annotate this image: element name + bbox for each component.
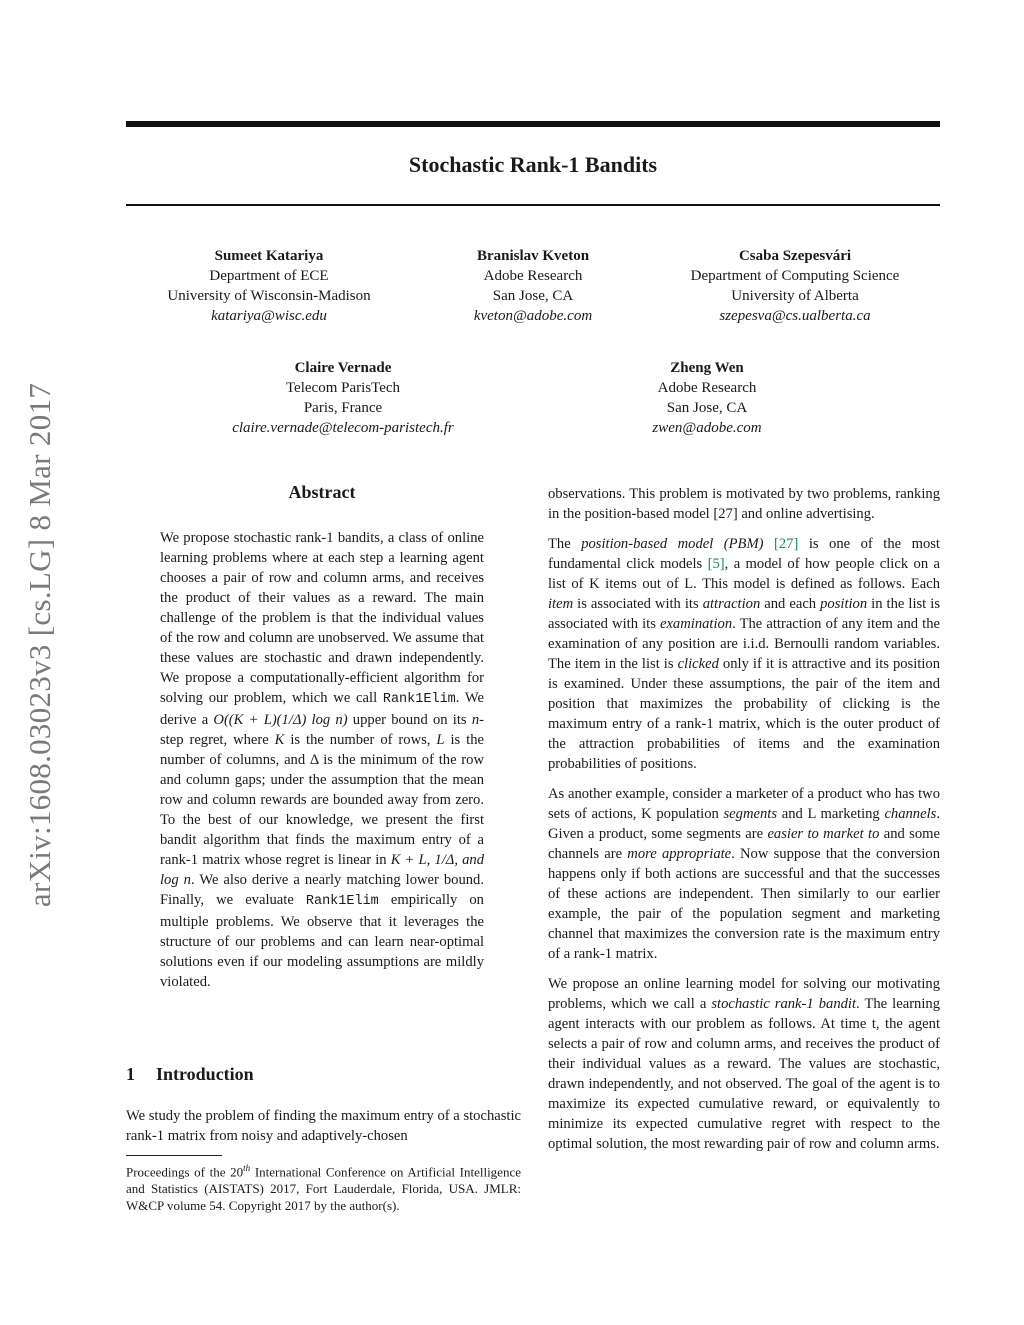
body-text: As another example, consider a marketer of a product who has two sets of actions, K population <box>548 786 940 822</box>
abstract-text: upper bound on its <box>347 712 472 728</box>
body-text: , a model of how people click on a list of K items out of L. This model is defined as follows. Each <box>548 556 940 592</box>
body-text: We propose an online learning model for solving our motivating problems, which we call a <box>548 976 940 1012</box>
math-expression: K <box>274 732 285 748</box>
body-paragraph <box>548 534 940 774</box>
author-inst: University of Wisconsin-Madison <box>167 288 371 304</box>
body-text: . Given a product, some segments are <box>548 806 940 842</box>
footnote-sup: th <box>243 1163 251 1173</box>
author-email[interactable]: claire.vernade@telecom-paristech.fr <box>232 420 454 436</box>
math-expression: K + L, 1/Δ, and log n <box>160 852 484 888</box>
author-block <box>600 358 814 438</box>
emphasis: easier to market to <box>767 826 880 842</box>
abstract-text: is the number of columns, and <box>160 732 484 768</box>
math-expression: L <box>436 732 445 748</box>
author-block <box>140 246 398 326</box>
emphasis: position <box>820 596 868 612</box>
abstract-text: empirically on multiple problems. We observe that it leverages the structure of our problems and can learn near-optimal solutions even if our modeling assumptions are mildly violated. <box>160 892 484 990</box>
author-email[interactable]: zwen@adobe.com <box>652 420 762 436</box>
body-text: is associated with its <box>573 596 703 612</box>
citation-link[interactable]: [27] <box>774 536 799 552</box>
author-block <box>660 246 930 326</box>
author-block <box>200 358 486 438</box>
emphasis: clicked <box>677 656 719 672</box>
emphasis: stochastic rank-1 bandit <box>711 996 857 1012</box>
emphasis: channels <box>884 806 937 822</box>
author-block <box>420 246 646 326</box>
author-name: Claire Vernade <box>294 360 392 376</box>
section-number: 1 <box>126 1064 135 1084</box>
author-inst: San Jose, CA <box>666 400 748 416</box>
author-dept: Adobe Research <box>483 268 583 284</box>
abstract-text: We propose stochastic rank-1 bandits, a class of online learning problems where at each step a learning agent chooses a pair of row and column arms, and receives the product of their values as a reward. The main challenge of the problem is that the individual values of the row and column are unobserved. We assume that these values are stochastic and drawn independently. We propose a computationally-efficient algorithm for solving our problem, which we call <box>160 530 484 706</box>
algorithm-name: Rank1Elim <box>382 692 456 707</box>
body-text: and L marketing <box>777 806 885 822</box>
emphasis: examination <box>659 616 733 632</box>
top-rule <box>126 121 940 127</box>
author-inst: San Jose, CA <box>492 288 574 304</box>
title-rule <box>126 204 940 206</box>
author-name: Csaba Szepesvári <box>738 248 852 264</box>
body-text: only if it is attractive and its position is examined. Under these assumptions, the pair of the item and position that maximizes the probability of clicking is the maximum entry of a rank-1 matrix, which is the outer product of the attraction probabilities of items and the examination probabilities of positions. <box>548 656 940 772</box>
author-dept: Department of ECE <box>209 268 329 284</box>
abstract-heading: Abstract <box>288 482 356 502</box>
emphasis: attraction <box>702 596 761 612</box>
abstract-text: . We derive a <box>160 690 484 728</box>
abstract-text: is the minimum of the row and column gaps; under the assumption that the mean row and column rewards are bounded away from zero. To the best of our knowledge, we present the first bandit algorithm that finds the maximum entry of a rank-1 matrix whose regret is linear in <box>160 752 484 868</box>
author-dept: Adobe Research <box>657 380 757 396</box>
body-paragraph: We study the problem of finding the maximum entry of a stochastic rank-1 matrix from noisy and adaptively-chosen <box>126 1108 521 1144</box>
section-title: Introduction <box>156 1064 254 1084</box>
author-name: Sumeet Katariya <box>214 248 324 264</box>
emphasis: position-based model (PBM) <box>581 536 764 552</box>
author-dept: Department of Computing Science <box>690 268 900 284</box>
author-inst: Paris, France <box>303 400 383 416</box>
math-expression: n <box>471 712 480 728</box>
intro-paragraph-left <box>126 1106 521 1156</box>
abstract-paragraph <box>160 528 484 992</box>
body-text: . Now suppose that the conversion happens only if both actions are successful and that the successes of these actions are independent. Then similarly to our earlier example, the pair of the population segment and marketing channel that maximizes the conversion rate is the maximum entry of a rank-1 matrix. <box>548 846 940 962</box>
emphasis: item <box>548 596 574 612</box>
footnote-text: International Conference on Artificial Intelligence and Statistics (AISTATS) 2017, Fort Lauderdale, Florida, USA. JMLR: W&CP volume 54. Copyright 2017 by the author(s). <box>126 1164 521 1214</box>
abstract-text: -step regret, where <box>160 712 484 748</box>
author-dept: Telecom ParisTech <box>285 380 401 396</box>
abstract-body <box>160 528 484 1002</box>
emphasis: more appropriate <box>627 846 732 862</box>
abstract-text: . We also derive a nearly matching lower bound. Finally, we evaluate <box>160 872 485 908</box>
body-text: in the list is associated with its <box>548 596 940 632</box>
body-text: The <box>548 536 582 552</box>
math-expression: Δ <box>309 752 319 768</box>
algorithm-name: Rank1Elim <box>305 894 379 909</box>
body-text: and some channels are <box>548 826 940 862</box>
right-column <box>548 484 940 1164</box>
footnote-rule <box>126 1155 222 1156</box>
author-inst: University of Alberta <box>731 288 859 304</box>
paper-title: Stochastic Rank-1 Bandits <box>408 152 658 177</box>
arxiv-stamp: arXiv:1608.03023v3 [cs.LG] 8 Mar 2017 <box>22 382 57 908</box>
body-paragraph <box>548 784 940 964</box>
body-paragraph: observations. This problem is motivated by two problems, ranking in the position-based model [27] and online advertising. <box>548 486 940 522</box>
citation-link[interactable]: [5] <box>707 556 725 572</box>
body-text: is one of the most fundamental click models <box>548 536 940 572</box>
footnote <box>126 1160 521 1214</box>
footnote-text: Proceedings of the 20 <box>126 1164 244 1180</box>
body-text: . The attraction of any item and the examination of any position are i.i.d. Bernoulli random variables. The item in the list is <box>548 616 940 672</box>
body-paragraph <box>548 974 940 1154</box>
body-text: . The learning agent interacts with our problem as follows. At time t, the agent selects a pair of row and column arms, and receives the product of their individual values as a reward. The values are stochastic, drawn independently, and not observed. The goal of the agent is to maximize its expected cumulative reward, or equivalently to minimize its expected cumulative regret with respect to the optimal solution, the most rewarding pair of row and column arms. <box>548 996 940 1152</box>
author-email[interactable]: szepesva@cs.ualberta.ca <box>719 308 871 324</box>
body-text: and each <box>760 596 821 612</box>
author-name: Zheng Wen <box>670 360 744 376</box>
math-expression: O((K + L)(1/Δ) log n) <box>213 712 348 728</box>
section-heading <box>126 1064 254 1085</box>
emphasis: segments <box>723 806 778 822</box>
abstract-text: is the number of rows, <box>284 732 437 748</box>
author-email[interactable]: katariya@wisc.edu <box>211 308 327 324</box>
author-email[interactable]: kveton@adobe.com <box>473 308 593 324</box>
author-name: Branislav Kveton <box>476 248 590 264</box>
